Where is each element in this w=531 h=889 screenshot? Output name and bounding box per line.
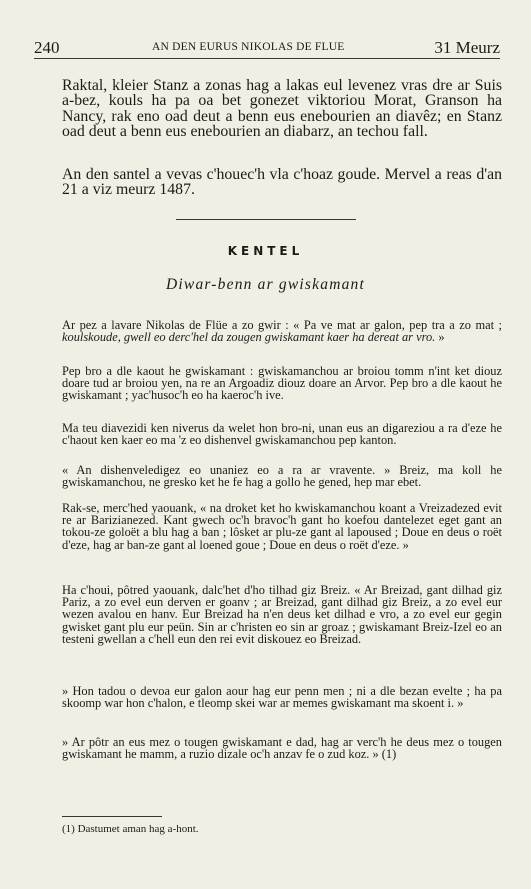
- section-subtitle: Diwar-benn ar gwiskamant: [166, 276, 365, 293]
- body-paragraph-2: Pep bro a dle kaout he gwiskamant : gwiskamanchou ar broiou tomm n'int ket diouz doare tud ar broiou yen, na re an Argoadiz diouz doare an Arvor. Pep bro a dle kaout he gwiskamant ; yac'husoc'h eo ha kaeroc'h ive.: [62, 364, 502, 403]
- footnote: (1) Dastumet aman hag a-hont.: [62, 823, 199, 835]
- paragraph-1-end: »: [435, 330, 445, 345]
- section-heading: KENTEL: [227, 244, 304, 258]
- page-number: 240: [34, 38, 60, 57]
- header-date: 31 Meurz: [434, 38, 500, 57]
- running-title: AN DEN EURUS NIKOLAS DE FLUE: [152, 41, 345, 53]
- body-paragraph-7: » Hon tadou o devoa eur galon aour hag eur penn men ; ni a dle bezan evelte ; ha pa skoomp war hon c'halon, e tleomp skei war ar memes gwiskamant ma skoent i. »: [62, 684, 502, 711]
- running-header: [34, 38, 500, 58]
- body-paragraph-3: Ma teu diavezidi ken niverus da welet hon bro-ni, unan eus an digareziou a ra d'eze he c'haout ken kaer eo ma 'z eo dishenvel gwiskamanchou pep kanton.: [62, 421, 502, 448]
- body-paragraph-5: Rak-se, merc'hed yaouank, « na droket ket ho kwiskamanchou koant a Vreizadezed evit re ar Barizianezed. Kant gwech oc'h bravoc'h gant ho koefou dantelezet eget gant an tokou-ze goloët a blu hag a ban ; lôsket ar plu-ze gant al lapoused ; Doue en deus o roët d'eze, hag ar ban-ze gant al loened goue ; Doue en deus o roët d'eze. »: [62, 501, 502, 552]
- body-paragraph-1: [62, 319, 502, 343]
- body-paragraph-6: Ha c'houi, pôtred yaouank, dalc'het d'ho tilhad giz Breiz. « Ar Breizad, gant dilhad giz Pariz, a zo evel eun derven er goanv ; ar Breizad, gant dilhad giz Breiz, a zo evel eur wezen avalou en hanv. Eur Breizad ha n'en deus ket dilhad e vro, a zo evel eur gegin gwisket gant plu eur peün. Sin ar c'hristen eo sin ar groaz ; gwiskamant Breiz-Izel eo an testeni gwellan a c'hell eun den rei evit diskouez eo Breizad.: [62, 583, 502, 646]
- paragraph-1-text: Ar pez a lavare Nikolas de Flüe a zo gwir : « Pa ve mat ar galon, pep tra a zo mat ;: [62, 318, 502, 332]
- body-paragraph-8: » Ar pôtr an eus mez o tougen gwiskamant e dad, hag ar verc'h he deus mez o tougen gwiskamant he mamm, a ruzio dizale oc'h anzav fe o zud koz. » (1): [62, 735, 502, 762]
- header-rule: [34, 58, 500, 59]
- intro-paragraph-2: An den santel a vevas c'houec'h vla c'hoaz goude. Mervel a reas d'an 21 a viz meurz 1487.: [62, 166, 502, 199]
- footnote-rule: [62, 816, 162, 817]
- intro-paragraph-1: Raktal, kleier Stanz a zonas hag a lakas eul levenez vras dre ar Suis a-bez, kouls ha pa oa bet gonezet viktoriou Morat, Granson ha Nancy, rak eno oad deut a benn eus enebourien an diavêz; en Stanz oad deut a benn eus enebourien an diabarz, an techou fall.: [62, 77, 502, 140]
- paragraph-1-italic: koulskoude, gwell eo derc'hel da zougen gwiskamant kaer ha dereat ar vro.: [62, 330, 436, 345]
- section-divider: [176, 219, 356, 220]
- body-paragraph-4: « An dishenveledigez eo unaniez eo a ra ar vravente. » Breiz, ma koll he gwiskamanchou, ne gresko ket he fe hag a gollo he gened, hep mar ebet.: [62, 463, 502, 490]
